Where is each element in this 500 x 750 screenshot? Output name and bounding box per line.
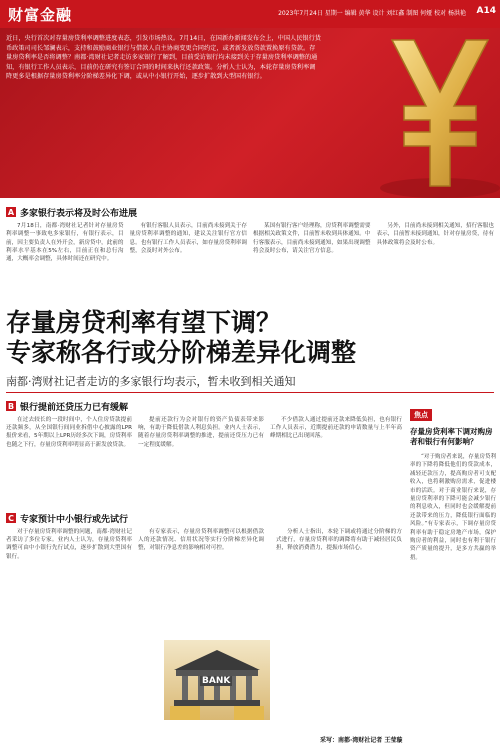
focus-title: 存量房贷利率下调对购房者和银行有何影响？ (410, 427, 493, 446)
section-a-title: 多家银行表示将及时公布进展 (20, 208, 138, 219)
section-c-title: 专家预计中小银行或先试行 (20, 514, 129, 525)
section-logo: 财富金融 (8, 6, 73, 24)
byline: 采写：南都·湾财社记者 王莹璇 (320, 737, 403, 744)
bank-illustration (164, 640, 270, 720)
section-b-col-1: 在过去较长的一段时间中，个人住房贷款提前还款频多，从全国银行间同业拆借中心披露的LPR报价来看，5年期以上LPR历经多次下调，房贷利率也随之下行，存量房贷利率明显高于新发放贷款。 (6, 417, 132, 448)
section-a-col-1: 7月18日，南都·湾财社记者针对存量房贷利率调整一事致电多家银行，有银行表示，目前，因主要负责人在外开会，新房贷中，此前的利率水平基本在5%左右，目前正在和总行沟通，大概率会调整，具体时间还在研究中。 (6, 223, 124, 263)
section-b-col-2: 提前还款行为会对银行的资产负债表带来影响，有助于降低借款人利息负担。业内人士表示，随着存量房贷利率调整的推进，提前还贷压力已有一定程度缓解。 (138, 417, 264, 448)
lead-paragraph: 近日，央行首次对存量房贷利率调整进度表态，引发市场热议。7月14日，在国新办新闻发布会上，中国人民银行货币政策司司长邹澜表示，支持和鼓励商业银行与借款人自主协商变更合同约定，或者新发放贷款置换原有贷款。存量房贷利率是否将调整？南都·湾财社记者走访多家银行了解到，目前受访银行均未接到关于存量房贷利率调整的通知，有银行工作人员表示，目前仍在研究有签订合同的时间来执行还款政策。分析人士认为，本轮存量房贷利率调降更多是根据存量房贷利率分阶梯差异化下调，或从中小银行开始，逐步扩散到大型国有银行。 (6, 35, 321, 81)
headline-line-1: 存量房贷利率有望下调？ (6, 308, 282, 337)
headline-divider (6, 392, 494, 393)
section-a-col-4: 另外，目前尚未接到相关通知，招行客服也表示，目前暂未接到通知，针对存量房贷，待有具体政策将会及时公布。 (376, 223, 494, 246)
headline-line-2: 专家称各行或分阶梯差异化调整 (6, 338, 357, 367)
section-b-heading (6, 400, 128, 412)
focus-label: 焦点 (410, 409, 432, 421)
section-a-body (6, 222, 494, 302)
section-c-marker: C (6, 513, 16, 523)
section-a-marker: A (7, 207, 15, 217)
section-b-marker: B (7, 401, 15, 411)
section-c-col-3: 分析人士指出，本轮下调或将通过分阶梯的方式进行，存量房贷利率的调降将有助于减轻居民负担，释放消费潜力，提振市场信心。 (276, 529, 402, 552)
sub-headline: 南都·湾财社记者走访的多家银行均表示，暂未收到相关通知 (6, 375, 296, 388)
main-headline (6, 308, 476, 368)
bank-sign-text: BANK (202, 676, 231, 686)
page-number: A14 (476, 6, 496, 16)
issue-meta: 2023年7月24日 星期一 编辑 黄华 设计 刘红鑫 制图 何娅 校对 杨洪艳 (278, 10, 466, 17)
hero-banner (0, 28, 500, 198)
focus-body: “对于购房者来说，存量房贷利率的下降将降低他们的贷款成本，减轻还款压力，提高购房者可支配收入，也将刺激购房需求，促进楼市的活跃。对于商业银行来说，存量房贷利率的下降可能会减少银行的利息收入，但同时也会缓解提前还款带来的压力，降低银行面临的风险。”有专家表示，下调存量房贷利率有助于稳定房地产市场，保护购房者的利益，同时也有利于银行资产质量的提升，是多方共赢的举措。 (410, 454, 496, 561)
focus-sidebar (410, 402, 496, 747)
section-c-col-2: 有专家表示，存量房贷利率调整可以根据借款人的还款情况、信用状况等实行分阶梯差异化调整，对银行净息差的影响相对可控。 (138, 529, 264, 552)
section-c-heading (6, 512, 128, 524)
yen-symbol-illustration (372, 28, 500, 198)
section-b-title: 银行提前还贷压力已有缓解 (20, 402, 129, 413)
section-c-col-1: 对于存量房贷利率调整的问题，南都·湾财社记者采访了多位专家。业内人士认为，存量房贷利率调整可由中小银行先行试点，逐步扩散到大型国有银行。 (6, 529, 132, 560)
section-a-col-3: 某国有银行客户经理称，房贷利率调整需要根据相关政策文件，目前暂未收到具体通知。中行客服表示，目前尚未接到通知，如果出现调整将会及时公布，请关注官方信息。 (253, 223, 371, 254)
section-a-heading (6, 206, 137, 218)
section-a-col-2: 有银行客服人员表示，目前尚未接到关于存量房贷利率调整的通知，建议关注银行官方信息。也有银行工作人员表示，如存量房贷利率调整，会及时对外公布。 (129, 223, 247, 254)
section-b-col-3: 不少借款人通过提前还款来降低负担，也有银行工作人员表示，近期提前还款的申请数量与上半年高峰期相比已出现回落。 (270, 417, 402, 440)
page-header-bar (0, 0, 500, 28)
